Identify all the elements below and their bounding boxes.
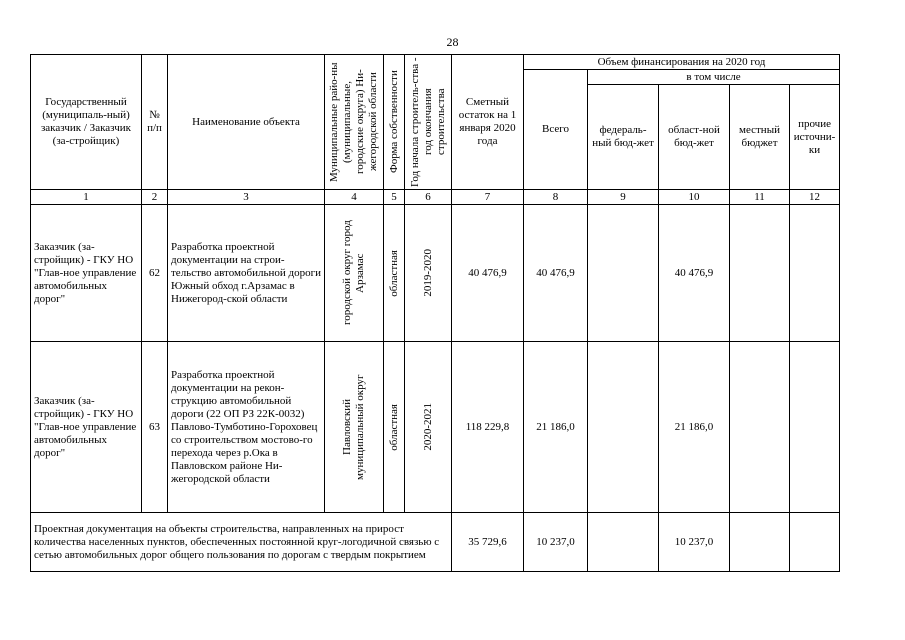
column-number: 6 xyxy=(405,190,452,205)
summary-row xyxy=(31,513,840,572)
row-total: 40 476,9 xyxy=(524,205,588,342)
column-number: 2 xyxy=(142,190,168,205)
summary-regional: 10 237,0 xyxy=(659,513,730,572)
row-num: 62 xyxy=(142,205,168,342)
financing-table xyxy=(30,54,840,572)
column-number: 5 xyxy=(384,190,405,205)
header-customer: Государственный (муниципаль-ный) заказчик / Заказчик (за-стройщик) xyxy=(31,55,142,190)
column-numbers-row xyxy=(31,190,840,205)
summary-total: 10 237,0 xyxy=(524,513,588,572)
row-years: 2020-2021 xyxy=(421,403,434,451)
row-years-cell xyxy=(405,205,452,342)
header-other: прочие источни-ки xyxy=(790,85,840,190)
column-number: 4 xyxy=(325,190,384,205)
row-customer: Заказчик (за-стройщик) - ГКУ НО "Глав-ное управление автомобильных дорог" xyxy=(31,205,142,342)
row-federal xyxy=(588,205,659,342)
row-other xyxy=(790,205,840,342)
table-row xyxy=(31,205,840,342)
row-ownership: областная xyxy=(387,403,400,451)
column-number: 7 xyxy=(452,190,524,205)
column-number: 9 xyxy=(588,190,659,205)
header-estimate-balance: Сметный остаток на 1 января 2020 года xyxy=(452,55,524,190)
header-municipality-cell xyxy=(325,55,384,190)
column-number: 8 xyxy=(524,190,588,205)
header-ownership: Форма собственности xyxy=(387,70,400,174)
row-object-name: Разработка проектной документации на рекон-струкцию автомобильной дороги (22 ОП РЗ 22К-0032) Павлово-Тумботино-Гороховец со строительством мостово-го перехода через р.Ока в Павловском районе Ни-жегородской области xyxy=(168,342,325,513)
header-federal: федераль-ный бюд-жет xyxy=(588,85,659,190)
summary-estimate-balance: 35 729,6 xyxy=(452,513,524,572)
header-years: Год начала строитель-ства - год окончания строительства xyxy=(408,57,447,187)
header-including: в том числе xyxy=(588,70,840,85)
summary-federal xyxy=(588,513,659,572)
row-local xyxy=(730,342,790,513)
column-number: 1 xyxy=(31,190,142,205)
table-row xyxy=(31,342,840,513)
row-years-cell xyxy=(405,342,452,513)
header-num: № п/п xyxy=(142,55,168,190)
row-municipality: Павловский муниципальный округ xyxy=(341,374,366,480)
row-estimate-balance: 40 476,9 xyxy=(452,205,524,342)
row-years: 2019-2020 xyxy=(421,249,434,297)
row-ownership-cell xyxy=(384,205,405,342)
header-regional: област-ной бюд-жет xyxy=(659,85,730,190)
row-municipality-cell xyxy=(325,342,384,513)
column-number: 3 xyxy=(168,190,325,205)
row-ownership-cell xyxy=(384,342,405,513)
header-municipality: Муниципальные райо-ны (муниципальные, городские округа) Ни-жегородской области xyxy=(328,62,379,182)
row-object-name: Разработка проектной документации на строи-тельство автомобильной дороги Южный обход г.Арзамас в Нижегород-ской области xyxy=(168,205,325,342)
header-financing-group: Объем финансирования на 2020 год xyxy=(524,55,840,70)
header-local: местный бюджет xyxy=(730,85,790,190)
column-number: 11 xyxy=(730,190,790,205)
header-years-cell xyxy=(405,55,452,190)
header-object-name: Наименование объекта xyxy=(168,55,325,190)
row-ownership: областная xyxy=(387,249,400,297)
header-ownership-cell xyxy=(384,55,405,190)
column-number: 12 xyxy=(790,190,840,205)
row-estimate-balance: 118 229,8 xyxy=(452,342,524,513)
row-customer: Заказчик (за-стройщик) - ГКУ НО "Глав-ное управление автомобильных дорог" xyxy=(31,342,142,513)
header-total: Всего xyxy=(524,70,588,190)
row-local xyxy=(730,205,790,342)
header-row-1 xyxy=(31,55,840,70)
row-regional: 40 476,9 xyxy=(659,205,730,342)
row-regional: 21 186,0 xyxy=(659,342,730,513)
row-other xyxy=(790,342,840,513)
summary-label: Проектная документация на объекты строительства, направленных на прирост количества населенных пунктов, обеспеченных постоянной круг-логодичной связью с сетью автомобильных дорог общего пользования по дорогам с твердым покрытием xyxy=(31,513,452,572)
row-federal xyxy=(588,342,659,513)
row-municipality-cell xyxy=(325,205,384,342)
row-num: 63 xyxy=(142,342,168,513)
summary-other xyxy=(790,513,840,572)
row-total: 21 186,0 xyxy=(524,342,588,513)
column-number: 10 xyxy=(659,190,730,205)
page-number: 28 xyxy=(446,35,459,49)
summary-local xyxy=(730,513,790,572)
row-municipality: городской округ город Арзамас xyxy=(341,220,366,326)
